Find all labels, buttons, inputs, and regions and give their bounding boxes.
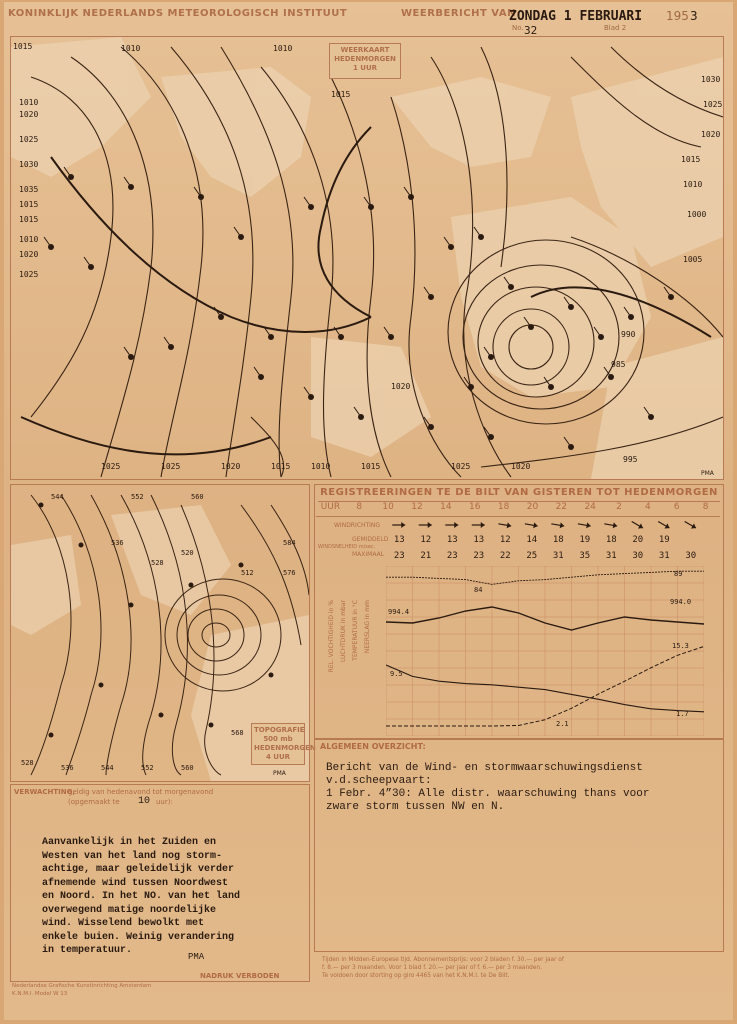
hour-tick: 18 bbox=[497, 502, 510, 512]
subscription-line: f. 8.— per 3 maanden. Voor 1 blad f. 20.— per jaar of f. 6.— per 3 maanden. bbox=[322, 965, 542, 971]
hour-tick: 14 bbox=[440, 502, 452, 512]
subscription-info bbox=[322, 956, 564, 980]
report-label: WEERBERICHT VAN bbox=[401, 8, 516, 19]
wind-max-cell: 31 bbox=[605, 551, 617, 561]
station-wind-barb bbox=[444, 237, 451, 247]
humidity-axis-label: REL. VOCHTIGHEID in % bbox=[328, 600, 335, 673]
isobar-label: 1000 bbox=[687, 210, 707, 219]
overview-label: ALGEMEEN OVERZICHT: bbox=[320, 742, 426, 751]
wind-arrow bbox=[472, 522, 485, 528]
wind-arrow bbox=[392, 522, 405, 528]
wind-arrow bbox=[683, 519, 697, 531]
forecast-label: VERWACHTING, bbox=[14, 788, 76, 796]
upper-station-marker bbox=[209, 723, 214, 728]
number-label: No. bbox=[512, 24, 524, 32]
wind-avg-cell: 12 bbox=[499, 535, 511, 545]
isobar-label: 1010 bbox=[121, 44, 141, 53]
graph-grid bbox=[386, 566, 704, 736]
subscription-line: Tijden in Midden-Europese tijd. Abonnementsprijs: voor 2 bladen f. 30.— per jaar of bbox=[322, 957, 564, 963]
height-label: 536 bbox=[61, 764, 74, 772]
wind-direction-arrows bbox=[386, 518, 704, 532]
weather-map-label-line-1: WEERKAART bbox=[340, 46, 390, 54]
weather-map-label-line-3: 1 UUR bbox=[352, 64, 378, 72]
station-wind-barb bbox=[564, 437, 571, 447]
hour-tick: 20 bbox=[526, 502, 539, 512]
wind-max-cell: 23 bbox=[393, 551, 405, 561]
wind-avg-cell: 20 bbox=[632, 535, 644, 545]
isobar-label: 1020 bbox=[511, 462, 531, 471]
upper-station-marker bbox=[99, 683, 104, 688]
wind-arrow bbox=[577, 521, 591, 529]
wind-avg-cell: 13 bbox=[446, 535, 458, 545]
wind-arrow bbox=[604, 521, 618, 529]
wind-avg-cell: 13 bbox=[473, 535, 485, 545]
sheet-number: Blad 2 bbox=[604, 24, 627, 32]
height-label: 552 bbox=[131, 493, 144, 501]
isobar-label: 1015 bbox=[681, 155, 701, 164]
overview-line: zware storm tussen NW en N. bbox=[326, 801, 505, 813]
topography-label-line-2: 500 mb bbox=[263, 735, 293, 743]
upper-station-marker bbox=[269, 673, 274, 678]
forecast-line: in temperatuur. bbox=[42, 945, 133, 956]
upper-air-map-panel bbox=[10, 484, 316, 782]
isobar-label: 1030 bbox=[19, 160, 39, 169]
reprint-notice: NADRUK VERBODEN bbox=[200, 972, 280, 980]
registrations-title: REGISTREERINGEN TE DE BILT VAN GISTEREN TOT HEDENMORGEN bbox=[318, 487, 720, 502]
isobar-label: 1015 bbox=[361, 462, 381, 471]
upper-station-marker bbox=[129, 603, 134, 608]
height-label: 552 bbox=[141, 764, 154, 772]
height-label: 544 bbox=[101, 764, 114, 772]
topography-label-line-3: HEDENMORGEN bbox=[254, 744, 316, 752]
precip-end-value: 15.3 bbox=[672, 642, 689, 650]
station-wind-barb bbox=[304, 197, 311, 207]
hour-tick: 22 bbox=[555, 502, 568, 512]
wind-arrow bbox=[551, 521, 565, 529]
pressure-start-value: 994.4 bbox=[388, 608, 410, 616]
isobar-label: 1015 bbox=[19, 215, 39, 224]
isobar-label: 1020 bbox=[221, 462, 241, 471]
wind-avg-cell: 12 bbox=[420, 535, 432, 545]
isobar-label: 1015 bbox=[271, 462, 291, 471]
hour-tick: 24 bbox=[584, 502, 596, 512]
wind-max-label: MAXIMAAL bbox=[352, 551, 385, 558]
hour-tick: 12 bbox=[411, 502, 423, 512]
upper-station-marker bbox=[159, 713, 164, 718]
wind-maximum-row bbox=[386, 551, 704, 561]
wind-speed-label: WINDSNELHEID m/sec. bbox=[318, 544, 376, 550]
height-label: 560 bbox=[181, 764, 194, 772]
station-wind-barb bbox=[304, 387, 311, 397]
surface-map-panel bbox=[10, 36, 724, 480]
wind-avg-cell: 14 bbox=[526, 535, 538, 545]
isobar-label: 1020 bbox=[391, 382, 411, 391]
isobar-label: 1035 bbox=[19, 185, 39, 194]
wind-max-cell: 31 bbox=[658, 551, 670, 561]
hour-tick: 8 bbox=[702, 502, 709, 512]
temperature-mid-value: 2.1 bbox=[556, 720, 569, 728]
forecast-line: en Noord. In het NO. van het land bbox=[42, 891, 241, 902]
temperature-start-value: 9.5 bbox=[390, 670, 403, 678]
height-label: 536 bbox=[111, 539, 124, 547]
registration-graph bbox=[386, 566, 704, 736]
height-label: 560 bbox=[191, 493, 204, 501]
wind-arrow bbox=[524, 521, 538, 529]
isobar-label: 990 bbox=[621, 330, 636, 339]
upper-station-marker bbox=[239, 563, 244, 568]
isobar-label: 1020 bbox=[19, 250, 39, 259]
wind-max-cell: 23 bbox=[446, 551, 458, 561]
isobar-label: 1015 bbox=[331, 90, 351, 99]
overview-line: 1 Febr. 4”30: Alle distr. waarschuwing thans voor bbox=[326, 788, 650, 800]
isobar-label: 1010 bbox=[683, 180, 703, 189]
topography-label-line-1: TOPOGRAFIE bbox=[254, 726, 305, 734]
forecast-valid-text: geldig van hedenavond tot morgenavond bbox=[68, 788, 214, 796]
wind-max-cell: 23 bbox=[473, 551, 485, 561]
height-label: 584 bbox=[283, 539, 296, 547]
isobar-label: 985 bbox=[611, 360, 626, 369]
isobar-label: 1025 bbox=[101, 462, 121, 471]
overview-line: Bericht van de Wind- en stormwaarschuwingsdienst bbox=[326, 762, 643, 774]
isobar-label: 1005 bbox=[683, 255, 703, 264]
wind-max-cell: 30 bbox=[632, 551, 644, 561]
printer-line-1: Nederlandse Grafische Kunstinrichting Amsterdam bbox=[12, 983, 152, 989]
isobar-label: 1020 bbox=[19, 110, 39, 119]
wind-max-cell: 31 bbox=[552, 551, 564, 561]
height-label: 528 bbox=[151, 559, 164, 567]
wind-avg-cell: 18 bbox=[552, 535, 564, 545]
isobar-label: 1025 bbox=[703, 100, 723, 109]
station-wind-barb bbox=[254, 367, 261, 377]
printer-line-2: K.N.M.I. Model W 13 bbox=[12, 991, 68, 997]
station-wind-barb bbox=[234, 227, 241, 237]
isobar-label: 1030 bbox=[701, 75, 721, 84]
height-label: 544 bbox=[51, 493, 64, 501]
forecast-text bbox=[42, 836, 240, 958]
height-label: 520 bbox=[181, 549, 194, 557]
isobar-label: 1025 bbox=[161, 462, 181, 471]
forecast-issued-hour: 10 bbox=[138, 796, 151, 807]
topography-label-line-4: 4 UUR bbox=[265, 753, 291, 761]
wind-average-row bbox=[386, 535, 704, 545]
upper-station-marker bbox=[49, 733, 54, 738]
hour-tick: 6 bbox=[673, 502, 680, 512]
station-wind-barb bbox=[384, 327, 391, 337]
upper-station-marker bbox=[79, 543, 84, 548]
forecast-line: enkele buien. Weinig verandering bbox=[42, 931, 235, 943]
subscription-line: Te voldoen door storting op giro 4465 van het K.N.M.I. te De Bilt. bbox=[322, 973, 510, 979]
wind-max-cell: 25 bbox=[526, 551, 538, 561]
topography-label bbox=[251, 723, 316, 765]
report-date: ZONDAG 1 FEBRUARI bbox=[509, 9, 643, 24]
height-label: 576 bbox=[283, 569, 296, 577]
wind-max-cell: 21 bbox=[420, 551, 432, 561]
forecast-line: achtige, maar geleidelijk verder bbox=[42, 864, 235, 875]
year-digit: 3 bbox=[690, 9, 698, 23]
institute-name: KONINKLIJK NEDERLANDS METEOROLOGISCH INSTITUUT bbox=[8, 8, 348, 19]
wind-max-cell: 35 bbox=[579, 551, 591, 561]
station-wind-barb bbox=[124, 177, 131, 187]
weather-map-label-line-2: HEDENMORGEN bbox=[334, 55, 396, 63]
temperature-axis-label: TEMPERATUUR in °C bbox=[352, 600, 359, 661]
forecast-line: Westen van het land nog storm- bbox=[42, 850, 223, 862]
forecast-signature: PMA bbox=[188, 952, 205, 962]
land-areas bbox=[11, 37, 723, 479]
isobar-label: 1010 bbox=[19, 98, 39, 107]
forecast-line: wind. Wisselend bewolkt met bbox=[42, 918, 205, 929]
forecast-issued-suffix: uur): bbox=[156, 798, 173, 806]
hour-tick: 8 bbox=[356, 502, 363, 512]
height-label: 528 bbox=[21, 759, 34, 767]
station-wind-barb bbox=[404, 187, 411, 197]
wind-direction-label: WINDRICHTING bbox=[334, 522, 381, 529]
year-prefix: 195 bbox=[666, 9, 689, 23]
forecast-issued-text: (opgemaakt te bbox=[68, 798, 120, 806]
isobar-label: 1020 bbox=[701, 130, 721, 139]
forecast-line: overwegend matige noordelijke bbox=[42, 904, 217, 916]
wind-arrow bbox=[657, 519, 671, 531]
forecast-line: afnemende wind tussen Noordwest bbox=[42, 877, 229, 889]
isobar-label: 1025 bbox=[19, 270, 39, 279]
station-wind-barb bbox=[124, 347, 131, 357]
pressure-axis-label: LUCHTDRUK in mbar bbox=[340, 600, 347, 662]
surface-weather-map bbox=[11, 37, 723, 479]
pressure-end-value: 994.0 bbox=[670, 598, 692, 606]
hours-row bbox=[316, 502, 720, 517]
wind-max-cell: 22 bbox=[499, 551, 511, 561]
isobar-label: 1010 bbox=[19, 235, 39, 244]
wind-arrow bbox=[445, 522, 458, 528]
isobar-label: 1010 bbox=[273, 44, 293, 53]
height-label: 512 bbox=[241, 569, 254, 577]
wind-arrow bbox=[630, 519, 644, 531]
station-wind-barb bbox=[424, 287, 431, 297]
hour-tick: 4 bbox=[645, 502, 651, 512]
wind-max-cell: 30 bbox=[685, 551, 697, 561]
isobar-label: 1025 bbox=[19, 135, 39, 144]
station-wind-barb bbox=[84, 257, 91, 267]
wind-avg-cell: 19 bbox=[579, 535, 591, 545]
upper-station-marker bbox=[189, 583, 194, 588]
report-number: 32 bbox=[524, 24, 538, 37]
hour-tick: 10 bbox=[382, 502, 394, 512]
isobar-label: 1015 bbox=[19, 200, 39, 209]
overview-line: v.d.scheepvaart: bbox=[326, 775, 432, 787]
precip-axis-label: NEERSLAG in mm bbox=[364, 600, 371, 654]
hour-tick: 16 bbox=[469, 502, 481, 512]
wind-avg-label: GEMIDDELD bbox=[352, 536, 389, 543]
main-map-initials: PMA bbox=[701, 470, 714, 477]
humidity-end-value: 89 bbox=[674, 570, 683, 578]
hour-label: UUR bbox=[320, 502, 341, 512]
forecast-line: Aanvankelijk in het Zuiden en bbox=[42, 837, 217, 848]
upper-map-initials: PMA bbox=[273, 770, 286, 777]
weather-map-label bbox=[329, 43, 401, 79]
wind-arrow bbox=[419, 522, 432, 528]
wind-arrow bbox=[498, 521, 512, 529]
isobar-label: 1010 bbox=[311, 462, 331, 471]
height-label: 568 bbox=[231, 729, 244, 737]
temperature-end-value: 1.7 bbox=[676, 710, 689, 718]
humidity-low-value: 84 bbox=[474, 586, 483, 594]
wind-avg-cell: 18 bbox=[605, 535, 617, 545]
isobar-label: 995 bbox=[623, 455, 638, 464]
hour-tick: 2 bbox=[616, 502, 622, 512]
station-wind-barb bbox=[44, 237, 51, 247]
wind-avg-cell: 19 bbox=[658, 535, 670, 545]
wind-avg-cell: 13 bbox=[393, 535, 405, 545]
overview-text bbox=[326, 762, 649, 814]
station-wind-barb bbox=[164, 337, 171, 347]
isobar-label: 1025 bbox=[451, 462, 471, 471]
isobar-label: 1015 bbox=[13, 42, 33, 51]
upper-station-marker bbox=[39, 503, 44, 508]
